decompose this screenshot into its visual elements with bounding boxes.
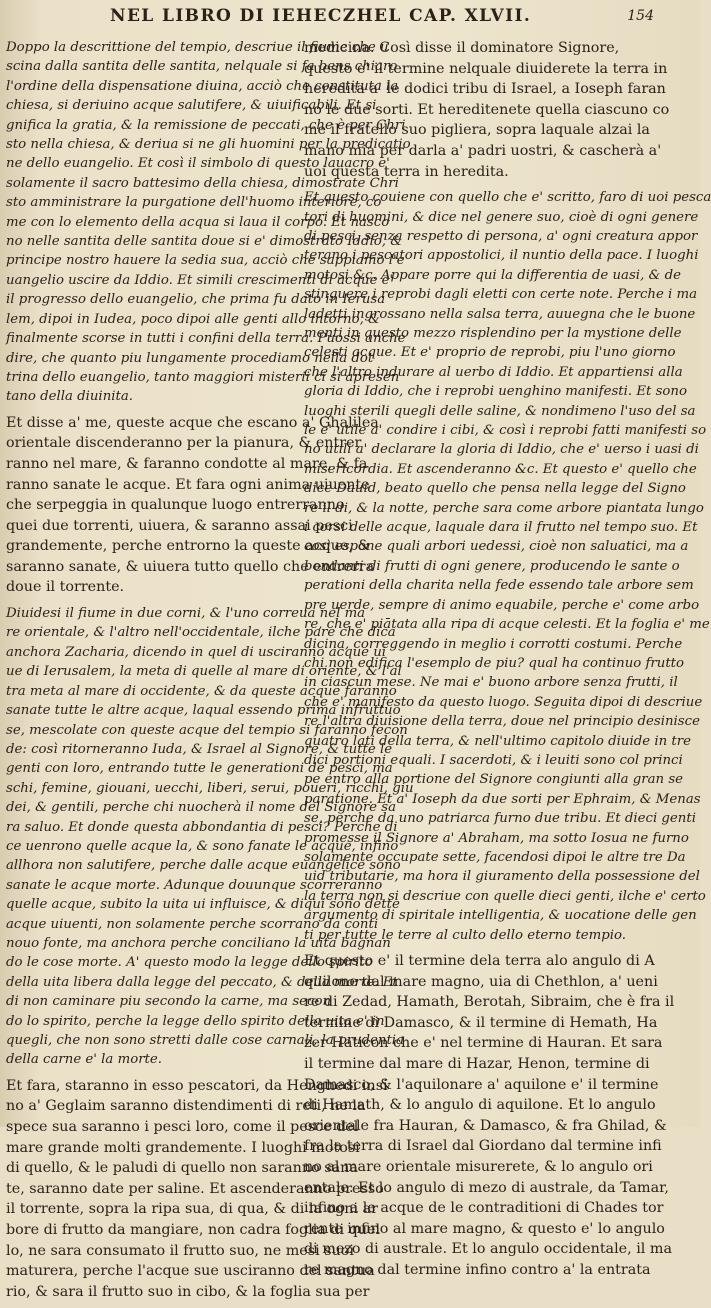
folio-number: 154 <box>627 8 654 24</box>
text-line: anchora Zacharia, dicendo in quel di usciranno acque ui <box>6 644 387 660</box>
text-line: no al mare orientale misurerete, & lo angulo ori <box>304 1158 653 1175</box>
text-line: Et disse a' me, queste acque che escano a' Ghalilea <box>6 414 379 431</box>
text-line: bondanti di frutti di ogni genere, producendo le sante o <box>304 558 680 574</box>
text-line: dei, & gentili, perche chi nuocherà il nome del Signore sa <box>6 800 397 816</box>
text-line: ti per tutte le terre al culto dello eterno tempio. <box>304 927 627 943</box>
text-line: sanate tutte le altre acque, laqual essendo prima infruttuo <box>6 703 401 719</box>
text-line: spece sua saranno i pesci loro, come il pesce del <box>6 1119 359 1135</box>
text-line: acque uiuenti, non solamente perche scorrano da conti <box>6 916 379 932</box>
text-line: tra meta al mare di occidente, & da queste acque faranno <box>6 683 397 699</box>
text-line: dire, che quanto piu lungamente procediamo nella dot <box>6 350 374 366</box>
commentary-paragraph <box>6 604 414 1070</box>
commentary-paragraph <box>304 188 711 945</box>
text-line: Diuidesi il fiume in due corni, & l'uno correua nel ma <box>6 606 366 622</box>
text-line: dice Dauid, beato quello che pensa nella legge del Signo <box>304 481 686 497</box>
text-line: gloria di Iddio, che i reprobi uenghino manifesti. Et sono <box>304 384 687 400</box>
text-line: terano i pescatori appostolici, il nuntio della pace. I luoghi <box>304 248 699 264</box>
text-line: Damasco, & l'aquilonare a' aquilone e' il termine <box>304 1076 659 1093</box>
text-line: paratione. Et a' Ioseph da due sorti per Ephraim, & Menas <box>304 791 701 807</box>
text-line: che serpeggia in qualunque luogo entrerranno <box>6 497 345 514</box>
text-line: scina dalla santita delle santita, nelquale si fa bens chiaro <box>6 59 398 75</box>
text-line: argumento di spiritale intelligentia, & uocatione delle gen <box>304 908 697 924</box>
scripture-paragraph <box>6 413 379 598</box>
text-line: re il di, & la notte, perche sara come arbore piantata lungo <box>304 500 704 516</box>
text-line: così espone quali arbori uedessi, cioè non saluatici, ma a <box>304 539 689 555</box>
text-line: termine di Damasco, & il termine di Hemath, Ha <box>304 1014 658 1031</box>
text-line: no utili a' declarare la gloria di Iddio, che e' uerso i uasi di <box>304 442 699 458</box>
text-line: stinguere i reprobi dagli eletti con certe note. Perche i ma <box>304 287 698 303</box>
text-line: ranno nel mare, & faranno condotte al mare, & fa <box>6 455 368 472</box>
text-line: tori di huomini, & dice nel genere suo, cioè di ogni genere <box>304 209 699 225</box>
text-line: chiesa, si deriuino acque salutifere, & uiuificabili. Et si <box>6 98 377 114</box>
text-line: lem, dipoi in Iudea, poco dipoi alle genti allo intorno, & <box>6 311 380 327</box>
text-line: do le cose morte. A' questo modo la legge dello spirito <box>6 955 373 971</box>
text-line: misericordia. Et ascenderanno &c. Et questo e' quello che <box>304 461 697 477</box>
text-line: no le due sorti. Et hereditenete quella ciascuno co <box>304 101 670 118</box>
text-line: ladetti ingrossano nella salsa terra, auuegna che le buone <box>304 306 696 322</box>
text-line: ce uenrono quelle acque la, & sono fanate le acque, infino <box>6 838 399 854</box>
text-line: se, mescolate con queste acque del tempio si faranno fecon <box>6 722 408 738</box>
text-line: medicina. Così disse il dominatore Signore, <box>304 40 620 56</box>
text-line: promesse il Signore a' Abraham, ma sotto Iosua ne furno <box>304 830 689 846</box>
text-line: Et fara, staranno in esso pescatori, da Henghedi insi <box>6 1077 388 1094</box>
text-line: quegli, che non sono stretti dalle cose carnali, la prudentia <box>6 1033 404 1048</box>
text-line: re, che e' piātata alla ripa di acque celesti. Et la foglia e' me <box>304 617 710 633</box>
text-line: re l'altra diuisione della terra, doue nel principio desinisce <box>304 714 700 730</box>
text-line: solamente il sacro battesimo della chiesa, dimostrate Chri <box>6 175 399 191</box>
text-line: le e' utile a' condire i cibi, & così i reprobi fatti manifesti so <box>304 423 707 439</box>
text-line: re magno dal termine infino contro a' la entrata <box>304 1261 651 1278</box>
text-line: orientale fra Hauran, & Damasco, & fra Ghilad, & <box>304 1117 667 1134</box>
text-line: finalmente scorse in tutti i confini della terra. Puossi anche <box>6 331 406 347</box>
text-line: l'ordine della dispensatione diuina, acciò che constituta la <box>6 78 399 94</box>
text-line: sto nella chiesa, & deriua si ne gli huomini per la predicatio <box>6 137 411 153</box>
text-line: quei due torrenti, uiuera, & saranno assai pesci <box>6 517 353 534</box>
text-line: re orientale, & l'altro nell'occidentale, ilche pare che dica <box>6 625 396 641</box>
scripture-paragraph <box>6 1076 388 1303</box>
text-line: re di Zedad, Hamath, Berotah, Sibraim, che è fra il <box>304 994 675 1011</box>
text-line: dici portioni equali. I sacerdoti, & i leuiti sono col princi <box>304 752 683 768</box>
text-line: sto amministrare la purgatione dell'huomo interiore, co <box>6 195 382 211</box>
text-line: infino a le acque de le contraditioni di Chades tor <box>304 1200 664 1217</box>
text-line: uangelio uscire da Iddio. Et simili crescimenti di acque e' <box>6 272 394 288</box>
text-line: principe nostro hauere la sedia sua, acciò che sappiamo l'e <box>6 253 405 269</box>
text-line: quatro lati della terra, & nell'ultimo capitolo diuide in tre <box>304 733 691 749</box>
text-line: genti con loro, entrando tutte le generationi de pesci, ma <box>6 761 393 777</box>
text-line: Et questo e' il termine dela terra alo angulo di A <box>304 953 655 969</box>
text-line: che l'altro indurare al uerbo di Iddio. Et appartiensi alla <box>304 364 683 380</box>
text-line: allhora non salutifere, perche dalle acque euangelice sono <box>6 858 401 874</box>
text-line: menti in questo mezzo risplendino per la mystione delle <box>304 326 682 341</box>
text-line: no a' Geglaim saranno distendimenti di reti, ne la <box>6 1098 366 1115</box>
text-line: bore di frutto da mangiare, non cadra foglia di quel <box>6 1221 381 1238</box>
text-line: il progresso dello euangelio, che prima fu dato in Ierusa <box>6 292 386 308</box>
text-line: me con lo elemento della acqua si laua il corpo. Et nasco <box>6 214 390 230</box>
text-line: zer Haticon che e' nel termine di Hauran. Et sara <box>304 1035 663 1052</box>
text-line: il torrente, sopra la ripa sua, di qua, & di la ogni ar <box>6 1201 378 1218</box>
text-line: mare grande molti grandemente. I luoghi motosi <box>6 1139 360 1156</box>
text-line: di non caminare piu secondo la carne, ma secon <box>6 994 332 1010</box>
text-line: di pesci, senza respetto di persona, a' ogni creatura appor <box>304 228 698 244</box>
text-line: celesti acque. Et e' proprio de reprobi, piu l'uno giorno <box>304 345 676 361</box>
text-line: te, saranno date per saline. Et ascenderanno presso <box>6 1180 384 1197</box>
text-line: grandemente, perche entrorno la queste acque, & <box>6 538 371 555</box>
text-line: quilone dal mare magno, uia di Chethlon, a' ueni <box>304 973 658 990</box>
text-line: gnifica la gratia, & la remissione de peccati, che è per Chri <box>6 117 406 133</box>
text-line: ra saluo. Et donde questa abbondantia di pesci? Perche di <box>6 819 398 835</box>
text-line: il termine dal mare di Hazar, Henon, termine di <box>304 1055 650 1072</box>
text-line: uid tributarie, ma hora il giuramento della possessione del <box>304 869 700 885</box>
text-line: Doppo la descrittione del tempio, descriue il fiume che u <box>6 40 389 55</box>
text-line: schi, femine, giouani, uecchi, liberi, serui, poueri, ricchi, giu <box>6 780 414 796</box>
text-line: rio, & sara il frutto suo in cibo, & la foglia sua per <box>6 1283 370 1300</box>
text-line: heredita a' le dodici tribu di Israel, a Ioseph faran <box>304 81 666 98</box>
text-line: de: così ritorneranno Iuda, & Israel al Signore, & tutte le <box>6 741 393 757</box>
text-line: chi non edifica l'esemplo de piu? qual ha continuo frutto <box>304 655 685 671</box>
text-line: dicina, correggendo in meglio i corrotti costumi. Perche <box>304 636 683 652</box>
text-line: uoi questa terra in heredita. <box>304 163 509 180</box>
running-head: NEL LIBRO DI IEHECZHEL CAP. XLVII. <box>110 6 532 26</box>
text-line: solamente occupate sette, facendosi dipoi le altre tre Da <box>304 849 686 865</box>
text-line: della carne e' la morte. <box>6 1052 162 1068</box>
text-line: do lo spirito, perche la legge dello spirito della uita e' in <box>6 1013 385 1029</box>
text-line: fra la terra di Israel dal Giordano dal termine infi <box>304 1138 662 1155</box>
text-line: i corsi delle acque, laquale dara il frutto nel tempo suo. Et <box>304 520 698 536</box>
scripture-paragraph <box>304 38 670 182</box>
scripture-paragraph <box>304 951 675 1281</box>
text-line: saranno sanate, & uiuera tutto quello che entrerra <box>6 558 375 575</box>
text-line: lo, ne sara consumato il frutto suo, ne mesi suoi <box>6 1242 354 1259</box>
text-line: della uita libera dalla legge del peccato, & della morte. Et <box>6 974 398 990</box>
text-line: trina dello euangelio, tanto maggiori misterii ci si apresen <box>6 369 400 385</box>
text-line: orientale discenderanno per la pianura, & entrer <box>6 435 362 452</box>
text-line: tano della diuinita. <box>6 389 134 405</box>
text-line: pre uerde, sempre di animo equabile, perche e' come arbo <box>304 597 700 613</box>
text-line: Et questo couiene con quello che e' scritto, faro di uoi pesca <box>304 190 711 206</box>
text-line: nouo fonte, ma anchora perche conciliano la uita bagnan <box>6 935 391 951</box>
text-line: perationi della charita nella fede essendo tale arbore sem <box>304 578 694 594</box>
text-line: mano mia per darla a' padri uostri, & cascherà a' <box>304 142 662 159</box>
text-line: di quello, & le paludi di quello non saranno sana <box>6 1160 358 1177</box>
text-line: ue di Ierusalem, la meta di quelle al mare di oriente, & l'al <box>6 664 402 680</box>
text-line: la terra non si descriue con quelle dieci genti, ilche e' certo <box>304 888 706 904</box>
text-line: pe entro alla portione del Signore congiunti alla gran se <box>304 772 684 788</box>
text-line: maturera, perche l'acque sue usciranno del santua <box>6 1263 375 1280</box>
text-line: motosi &c. Appare porre qui la differentia de uasi, & de <box>304 267 681 283</box>
text-line: luoghi sterili quegli delle saline, & nondimeno l'uso del sa <box>304 403 696 419</box>
text-line: rente infino al mare magno, & questo e' lo angulo <box>304 1220 665 1237</box>
text-line: doue il torrente. <box>6 579 125 596</box>
text-line: ranno sanate le acque. Et fara ogni anima uiuente <box>6 476 370 493</box>
text-line: di Hamath, & lo angulo di aquilone. Et lo angulo <box>304 1097 656 1114</box>
text-line: che e' manifesto da questo luogo. Seguita dipoi di descriue <box>304 694 703 710</box>
text-line: se, perche da uno patriarca furno due tribu. Et dieci genti <box>304 811 696 827</box>
text-line: me il fratello suo pigliera, sopra laquale alzai la <box>304 122 650 139</box>
text-line: questo e' il termine nelquale diuiderete la terra in <box>304 60 668 77</box>
text-line: sanate le acque morte. Adunque douunque scorreranno <box>6 877 383 893</box>
text-line: ne dello euangelio. Et così il simbolo di questo lauacro e' <box>6 156 390 172</box>
text-line: quelle acque, subito la uita ui influisce, & diqui sono dette <box>6 897 400 913</box>
right-column <box>304 38 711 1287</box>
text-line: di mezo di australe. Et lo angulo occidentale, il ma <box>304 1241 672 1258</box>
text-line: in ciascun mese. Ne mai e' buono arbore senza frutti, il <box>304 675 678 691</box>
text-line: entale. Et lo angulo di mezo di australe, da Tamar, <box>304 1179 669 1196</box>
page-header <box>0 6 700 32</box>
text-line: no nelle santita delle santita doue si e' dimostrato Iddio, & <box>6 234 403 250</box>
